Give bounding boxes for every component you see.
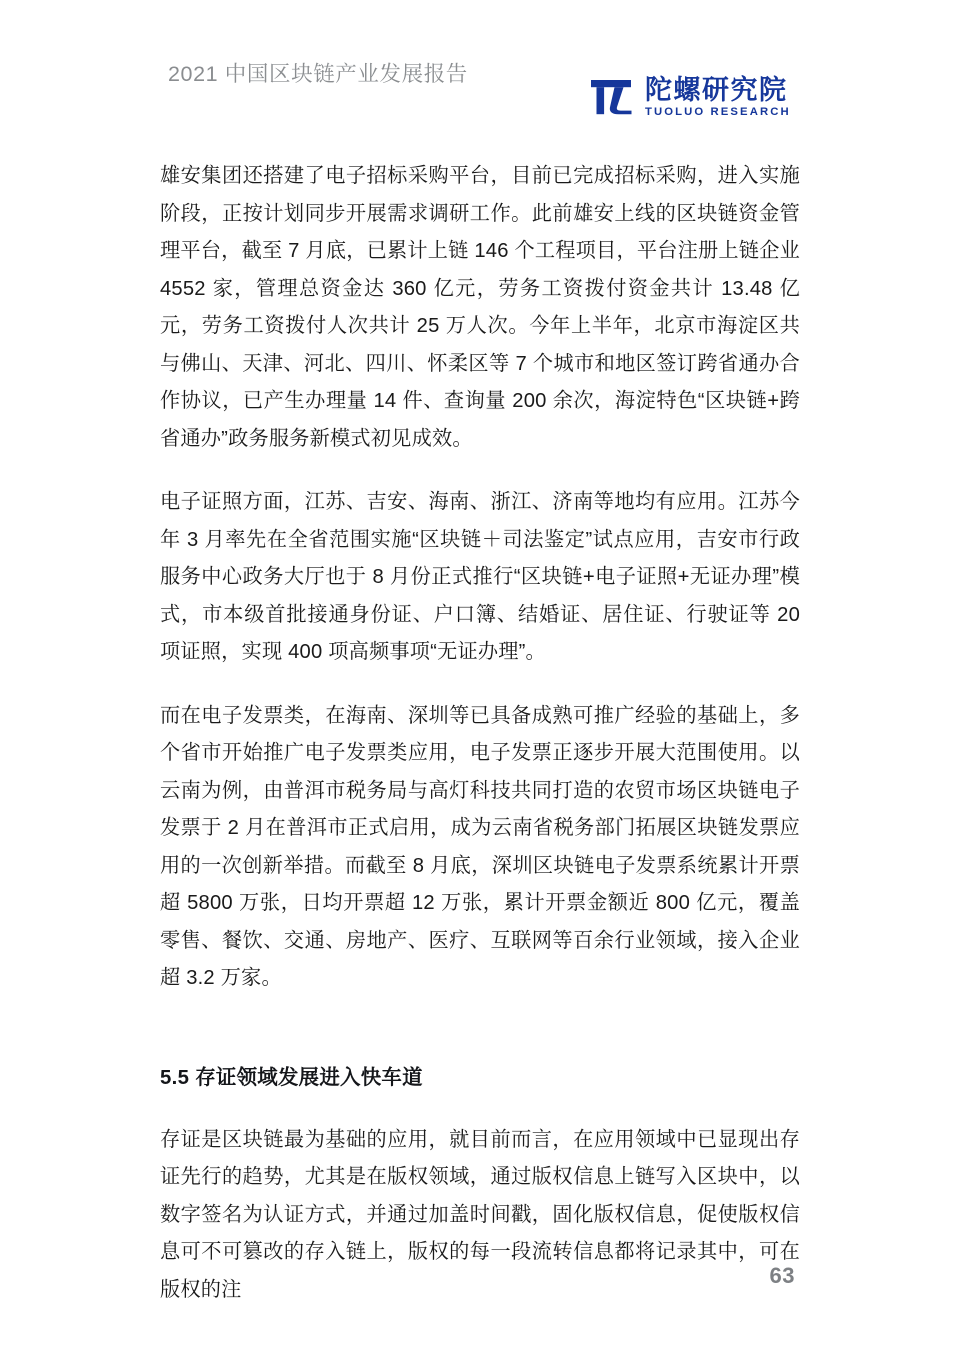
tl-monogram-icon <box>590 77 636 117</box>
tuoluo-research-logo <box>590 76 791 119</box>
header-title: 2021 中国区块链产业发展报告 <box>168 62 468 87</box>
logo-english-name: TUOLUO RESEARCH <box>645 106 791 119</box>
page-header <box>0 0 955 150</box>
section-heading: 5.5 存证领域发展进入快车道 <box>160 1066 423 1089</box>
logo-chinese-name: 陀螺研究院 <box>645 75 788 105</box>
body-paragraph: 而在电子发票类，在海南、深圳等已具备成熟可推广经验的基础上，多个省市开始推广电子发票类应用，电子发票正逐步开展大范围使用。以云南为例，由普洱市税务局与高灯科技共同打造的农贸市场区块链电子发票于 2 月在普洱市正式启用，成为云南省税务部门拓展区块链发票应用的一次创新举措。而截至 8 月底，深圳区块链电子发票系统累计开票超 5800 万张，日均开票超 12 万张，累计开票金额近 800 亿元，覆盖零售、餐饮、交通、房地产、医疗、互联网等百余行业领域，接入企业超 3.2 万家。 <box>160 704 800 989</box>
logo-wordmark <box>645 76 791 119</box>
page-number: 63 <box>769 1263 795 1288</box>
body-paragraph: 雄安集团还搭建了电子招标采购平台，目前已完成招标采购，进入实施阶段，正按计划同步开展需求调研工作。此前雄安上线的区块链资金管理平台，截至 7 月底，已累计上链 146 个工程项目，平台注册上链企业 4552 家，管理总资金达 360 亿元，劳务工资拨付资金共计 13.48 亿元，劳务工资拨付人次共计 25 万人次。今年上半年，北京市海淀区共与佛山、天津、河北、四川、怀柔区等 7 个城市和地区签订跨省通办合作协议，已产生办理量 14 件、查询量 200 余次，海淀特色“区块链+跨省通办”政务服务新模式初见成效。 <box>160 165 800 450</box>
body-paragraph: 电子证照方面，江苏、吉安、海南、浙江、济南等地均有应用。江苏今年 3 月率先在全省范围实施“区块链＋司法鉴定”试点应用，吉安市行政服务中心政务大厅也于 8 月份正式推行“区块链+电子证照+无证办理”模式，市本级首批接通身份证、户口簿、结婚证、居住证、行驶证等 20 项证照，实现 400 项高频事项“无证办理”。 <box>160 491 800 663</box>
page-content <box>160 158 800 1309</box>
body-paragraph: 存证是区块链最为基础的应用，就目前而言，在应用领域中已显现出存证先行的趋势，尤其是在版权领域，通过版权信息上链写入区块中，以数字签名为认证方式，并通过加盖时间戳，固化版权信息，促使版权信息可不可篡改的存入链上，版权的每一段流转信息都将记录其中，可在版权的注 <box>160 1128 800 1301</box>
